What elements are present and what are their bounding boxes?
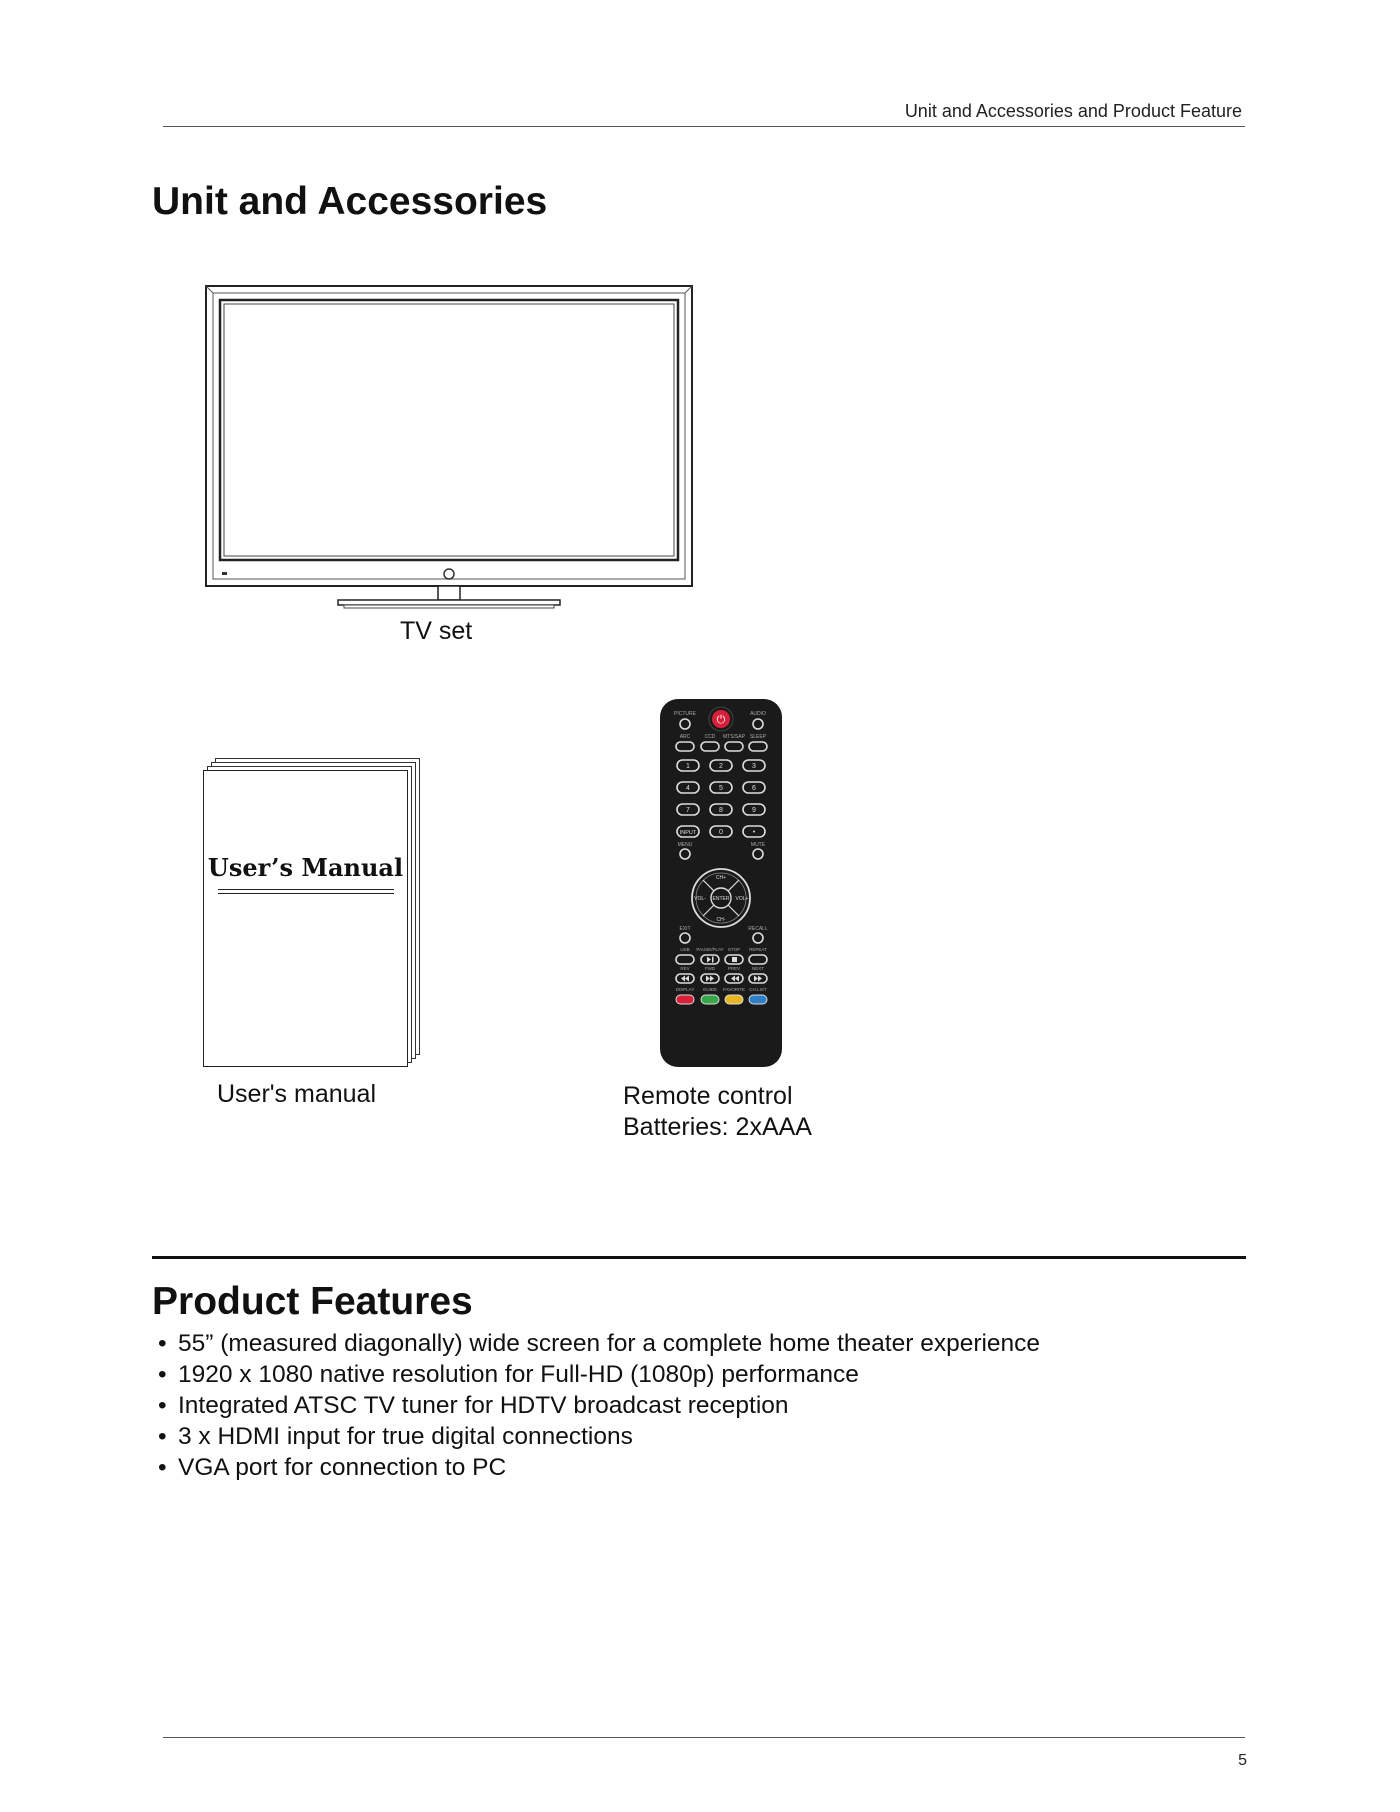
feature-item [152, 1452, 1040, 1483]
digit-1-label: 1 [686, 763, 690, 770]
manual-cover-title: User’s Manual [207, 853, 404, 882]
product-features-list [152, 1328, 1040, 1483]
tv-set-illustration [200, 282, 700, 612]
remote-caption-line2: Batteries: 2xAAA [623, 1113, 812, 1141]
power-icon: ⏻ [716, 714, 726, 726]
stop-icon [732, 957, 737, 962]
next-label: NEXT [751, 966, 765, 971]
digit-3-label: 3 [752, 763, 756, 770]
recall-label: RECALL [748, 926, 768, 932]
feature-item [152, 1421, 1040, 1452]
vol-down-label: VOL- [694, 896, 706, 902]
feature-text: 1920 x 1080 native resolution for Full-HD (1080p) performance [178, 1361, 859, 1388]
exit-label: EXIT [679, 926, 691, 932]
repeat-label: REPEAT [749, 947, 767, 952]
digit-9-label: 9 [752, 807, 756, 814]
manual-cover [203, 770, 408, 1067]
display-label: DISPLAY [675, 987, 695, 992]
feature-text: VGA port for connection to PC [178, 1454, 507, 1481]
prev-label: PREV [727, 966, 741, 971]
digit-6-label: 6 [752, 785, 756, 792]
play-pause-label: PAUSE/PLAY [696, 947, 724, 952]
enter-label: ENTER [712, 896, 730, 902]
bullet-icon: • [158, 1392, 167, 1419]
digit-8-label: 8 [719, 807, 723, 814]
bullet-icon: • [158, 1423, 167, 1450]
ch-down-label: CH- [716, 917, 726, 923]
favorite-label: FAVORITE [723, 987, 745, 992]
bullet-icon: • [158, 1330, 167, 1357]
section-heading-product-features: Product Features [152, 1280, 473, 1323]
feature-text: 55” (measured diagonally) wide screen for a complete home theater experience [178, 1330, 1041, 1357]
section-divider [152, 1256, 1246, 1259]
remote-caption [623, 1081, 812, 1143]
stop-label: STOP [727, 947, 741, 952]
tv-set-caption: TV set [400, 617, 473, 645]
bullet-icon: • [158, 1454, 167, 1481]
mute-label: MUTE [750, 842, 766, 848]
vol-up-label: VOL+ [735, 896, 749, 902]
digit-2-label: 2 [719, 763, 723, 770]
feature-item [152, 1390, 1040, 1421]
dash-label: • [752, 829, 756, 836]
usb-label: USB [680, 947, 690, 952]
section-heading-unit-accessories: Unit and Accessories [152, 180, 548, 223]
ch-list-label: CH.LIST [749, 987, 767, 992]
blue-button [749, 995, 767, 1004]
users-manual-illustration [200, 758, 430, 1068]
bullet-icon: • [158, 1361, 167, 1388]
remote-body [660, 699, 782, 1067]
arc-label: ARC [679, 734, 691, 740]
feature-text: 3 x HDMI input for true digital connections [178, 1423, 633, 1450]
remote-caption-line1: Remote control [623, 1082, 793, 1110]
input-label: INPUT [679, 830, 697, 836]
header-rule [163, 126, 1245, 127]
footer-rule [163, 1737, 1245, 1738]
digit-7-label: 7 [686, 807, 690, 814]
fwd-label: FWD [704, 966, 716, 971]
rev-label: REV [680, 966, 690, 971]
ch-up-label: CH+ [715, 875, 727, 881]
feature-item [152, 1359, 1040, 1390]
digit-4-label: 4 [686, 785, 690, 792]
page-number: 5 [1238, 1752, 1247, 1769]
guide-label: GUIDE [702, 987, 718, 992]
feature-item [152, 1328, 1040, 1359]
manual-cover-rule-1 [218, 889, 394, 890]
play-pause-bar-icon [712, 957, 714, 963]
menu-label: MENU [677, 842, 693, 848]
picture-label: PICTURE [674, 711, 696, 717]
yellow-button [725, 995, 743, 1004]
users-manual-caption: User's manual [217, 1080, 376, 1108]
ccd-label: CCD [704, 734, 716, 740]
audio-label: AUDIO [750, 711, 766, 717]
feature-text: Integrated ATSC TV tuner for HDTV broadcast reception [178, 1392, 789, 1419]
mts-label: MTS/SAP [723, 734, 745, 740]
running-header: Unit and Accessories and Product Feature [904, 101, 1242, 121]
digit-5-label: 5 [719, 785, 723, 792]
digit-0-label: 0 [719, 829, 723, 836]
manual-cover-rule-2 [218, 893, 394, 894]
remote-control-illustration [655, 697, 785, 1072]
red-button [676, 995, 694, 1004]
green-button [701, 995, 719, 1004]
sleep-label: SLEEP [749, 734, 767, 740]
